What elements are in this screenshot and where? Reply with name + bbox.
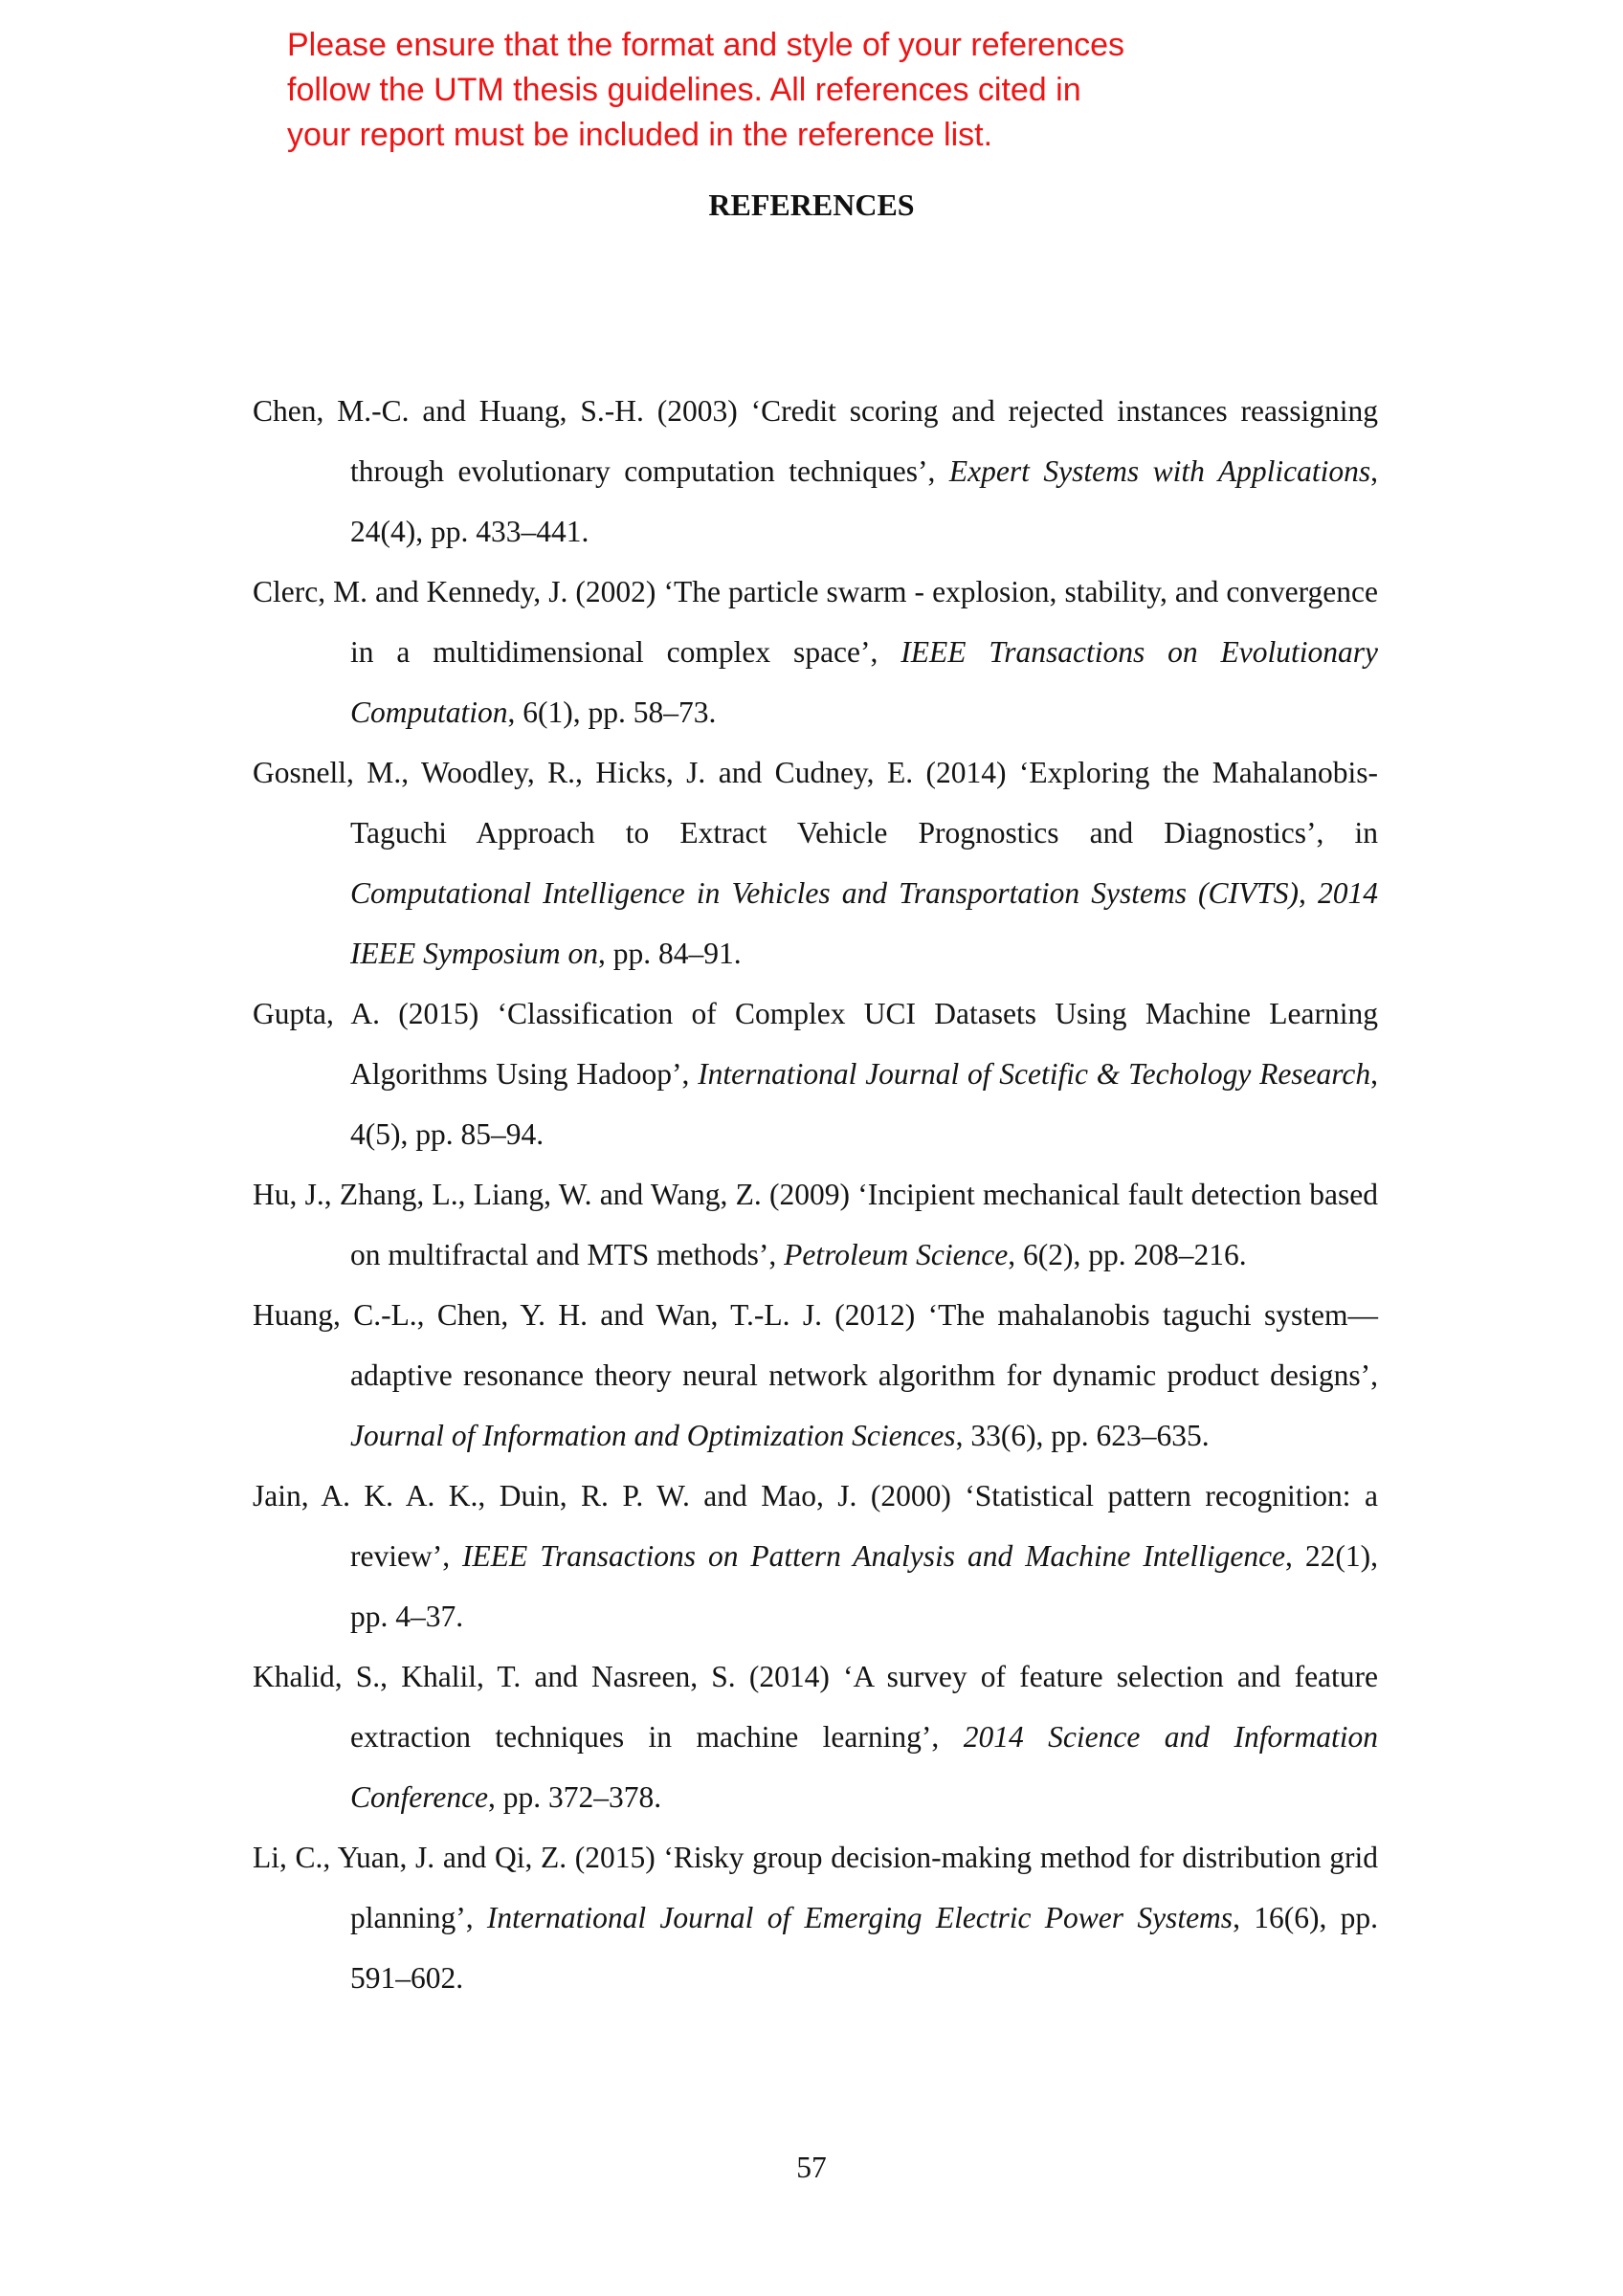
reference-text: , 6(2), pp. 208–216. xyxy=(1008,1238,1247,1271)
reference-entry xyxy=(253,742,1378,983)
annotation-line: Please ensure that the format and style of your references xyxy=(287,27,1125,63)
reference-text: , 24(4), pp. 433–441. xyxy=(350,454,1378,548)
reference-journal-title: Petroleum Science xyxy=(784,1238,1009,1271)
reference-text: Jain, A. K. A. K., Duin, R. P. W. and Mao, J. (2000) ‘Statistical pattern recognition: a review’, xyxy=(253,1479,1378,1573)
reference-entry xyxy=(253,983,1378,1164)
page-number: 57 xyxy=(796,2151,827,2184)
annotation-line: follow the UTM thesis guidelines. All references cited in xyxy=(287,72,1081,108)
reference-journal-title: Expert Systems with Applications xyxy=(948,454,1371,488)
reference-journal-title: IEEE Transactions on Evolutionary Computation xyxy=(350,635,1378,729)
reference-text: Li, C., Yuan, J. and Qi, Z. (2015) ‘Risky group decision-making method for distribution grid planning’, xyxy=(253,1841,1378,1934)
reference-journal-title: Computational Intelligence in Vehicles and Transportation Systems (CIVTS), 2014 IEEE Symposium on xyxy=(350,876,1378,970)
reference-entry xyxy=(253,1466,1378,1646)
reference-text: Khalid, S., Khalil, T. and Nasreen, S. (2014) ‘A survey of feature selection and feature extraction techniques in machine learning’, xyxy=(253,1660,1378,1754)
reference-journal-title: IEEE Transactions on Pattern Analysis and Machine Intelligence xyxy=(462,1539,1286,1573)
reference-journal-title: International Journal of Emerging Electric Power Systems xyxy=(486,1901,1234,1934)
reference-entry xyxy=(253,1646,1378,1827)
references-heading: REFERENCES xyxy=(708,188,915,222)
reference-text: , pp. 372–378. xyxy=(488,1780,662,1814)
reference-journal-title: International Journal of Scetific & Techology Research xyxy=(698,1057,1371,1091)
reference-text: Gupta, A. (2015) ‘Classification of Complex UCI Datasets Using Machine Learning Algorithms Using Hadoop’, xyxy=(253,997,1378,1091)
reference-text: , 16(6), pp. 591–602. xyxy=(350,1901,1378,1995)
reference-journal-title: 2014 Science and Information Conference xyxy=(350,1720,1378,1814)
reviewer-annotation-note xyxy=(287,23,1124,158)
reference-text: , 22(1), pp. 4–37. xyxy=(350,1539,1378,1633)
reference-text: , 4(5), pp. 85–94. xyxy=(350,1057,1378,1151)
reference-text: Clerc, M. and Kennedy, J. (2002) ‘The particle swarm - explosion, stability, and convergence in a multidimensional complex space’, xyxy=(253,575,1378,669)
reference-text: Huang, C.-L., Chen, Y. H. and Wan, T.-L. J. (2012) ‘The mahalanobis taguchi system—adaptive resonance theory neural network algorithm for dynamic product designs’, xyxy=(253,1298,1378,1392)
reference-entry xyxy=(253,1285,1378,1466)
reference-entry xyxy=(253,1827,1378,2008)
reference-text: Chen, M.-C. and Huang, S.-H. (2003) ‘Credit scoring and rejected instances reassigning through evolutionary computation techniques’, xyxy=(253,394,1378,488)
reference-text: , pp. 84–91. xyxy=(597,937,742,970)
annotation-line: your report must be included in the reference list. xyxy=(287,117,993,153)
reference-text: Gosnell, M., Woodley, R., Hicks, J. and Cudney, E. (2014) ‘Exploring the Mahalanobis-Taguchi Approach to Extract Vehicle Prognostics and Diagnostics’, in xyxy=(253,756,1378,850)
reference-entry xyxy=(253,562,1378,742)
reference-journal-title: Journal of Information and Optimization Sciences xyxy=(350,1419,956,1452)
reference-text: Hu, J., Zhang, L., Liang, W. and Wang, Z. (2009) ‘Incipient mechanical fault detection based on multifractal and MTS methods’, xyxy=(253,1178,1378,1271)
reference-entry xyxy=(253,381,1378,562)
reference-entry xyxy=(253,1164,1378,1285)
references-list xyxy=(253,381,1378,2008)
reference-text: , 33(6), pp. 623–635. xyxy=(955,1419,1210,1452)
reference-text: , 6(1), pp. 58–73. xyxy=(507,695,717,729)
